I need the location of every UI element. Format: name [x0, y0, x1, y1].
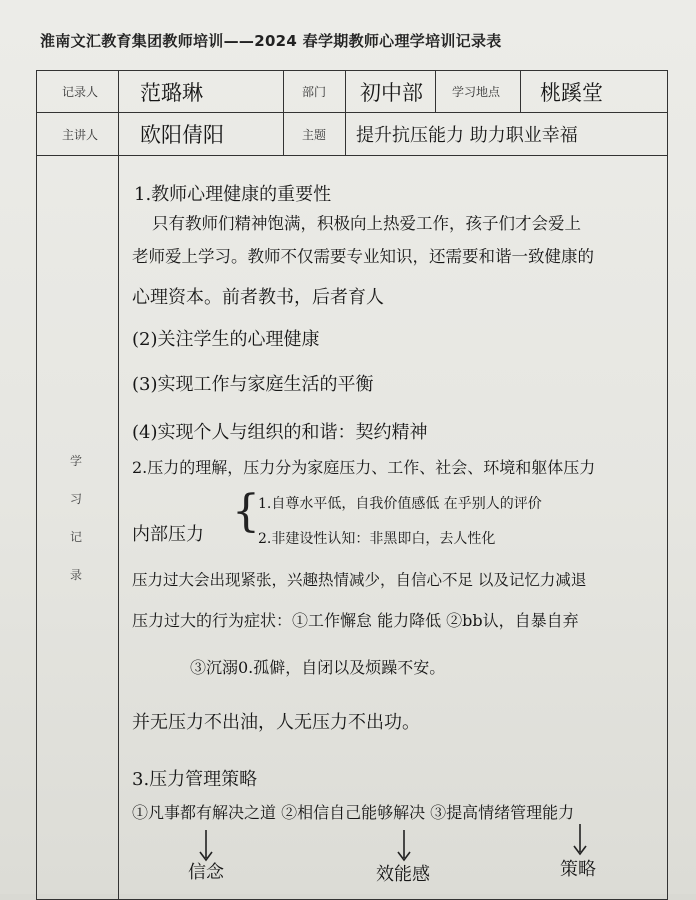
note-line: 心理资本。前者教书，后者育人 [132, 287, 384, 308]
location-label: 学习地点 [452, 85, 501, 99]
inner-pressure-label: 内部压力 [132, 524, 204, 545]
speaker-label: 主讲人 [62, 128, 99, 142]
note-line: 2.非建设性认知：非黑即白，去人性化 [258, 531, 496, 547]
location-value: 桃蹊堂 [540, 81, 603, 105]
department-label: 部门 [302, 85, 327, 99]
note-line: 2.压力的理解，压力分为家庭压力、工作、社会、环境和躯体压力 [132, 458, 596, 477]
column-divider [118, 70, 119, 900]
row-divider [36, 155, 668, 156]
recorder-value: 范璐琳 [140, 81, 203, 105]
record-table [36, 70, 668, 900]
speaker-value: 欧阳倩阳 [140, 123, 224, 147]
brace-icon: { [232, 486, 260, 537]
recorder-label: 记录人 [62, 85, 99, 99]
note-line: (3)实现工作与家庭生活的平衡 [132, 374, 374, 395]
topic-label: 主题 [302, 128, 327, 142]
arrow-label: 策略 [560, 859, 596, 880]
row-divider [36, 112, 668, 113]
note-line: (2)关注学生的心理健康 [132, 329, 320, 350]
down-arrow-icon [570, 822, 590, 858]
note-line: 并无压力不出油，人无压力不出功。 [132, 712, 420, 733]
section-label-char: 记 [70, 530, 83, 544]
department-value: 初中部 [360, 81, 423, 105]
column-divider [283, 70, 284, 155]
note-line: 压力过大的行为症状：①工作懈怠 能力降低 ②bb认，自暴自弃 [132, 611, 579, 630]
note-line: 老师爱上学习。教师不仅需要专业知识，还需要和谐一致健康的 [132, 247, 594, 266]
section-label-char: 习 [70, 492, 83, 506]
note-line: 只有教师们精神饱满，积极向上热爱工作，孩子们才会爱上 [152, 214, 581, 233]
note-line: ③沉溺0.孤僻，自闭以及烦躁不安。 [190, 658, 446, 677]
note-line: 1.自尊水平低，自我价值感低 在乎别人的评价 [258, 496, 542, 512]
column-divider [345, 70, 346, 155]
note-line: 3.压力管理策略 [132, 769, 258, 790]
note-line: 1.教师心理健康的重要性 [134, 184, 332, 205]
section-label-char: 录 [70, 568, 83, 582]
down-arrow-icon [394, 828, 414, 864]
page-title: 淮南文汇教育集团教师培训——2024 春学期教师心理学培训记录表 [40, 32, 502, 50]
note-line: 压力过大会出现紧张，兴趣热情减少，自信心不足 以及记忆力减退 [132, 571, 587, 589]
column-divider [435, 70, 436, 113]
column-divider [520, 70, 521, 113]
note-line: (4)实现个人与组织的和谐：契约精神 [132, 422, 428, 443]
topic-value: 提升抗压能力 助力职业幸福 [356, 125, 578, 146]
note-line: ①凡事都有解决之道 ②相信自己能够解决 ③提高情绪管理能力 [132, 803, 575, 822]
section-label-char: 学 [70, 454, 83, 468]
arrow-label: 信念 [188, 862, 224, 883]
arrow-label: 效能感 [376, 864, 430, 885]
